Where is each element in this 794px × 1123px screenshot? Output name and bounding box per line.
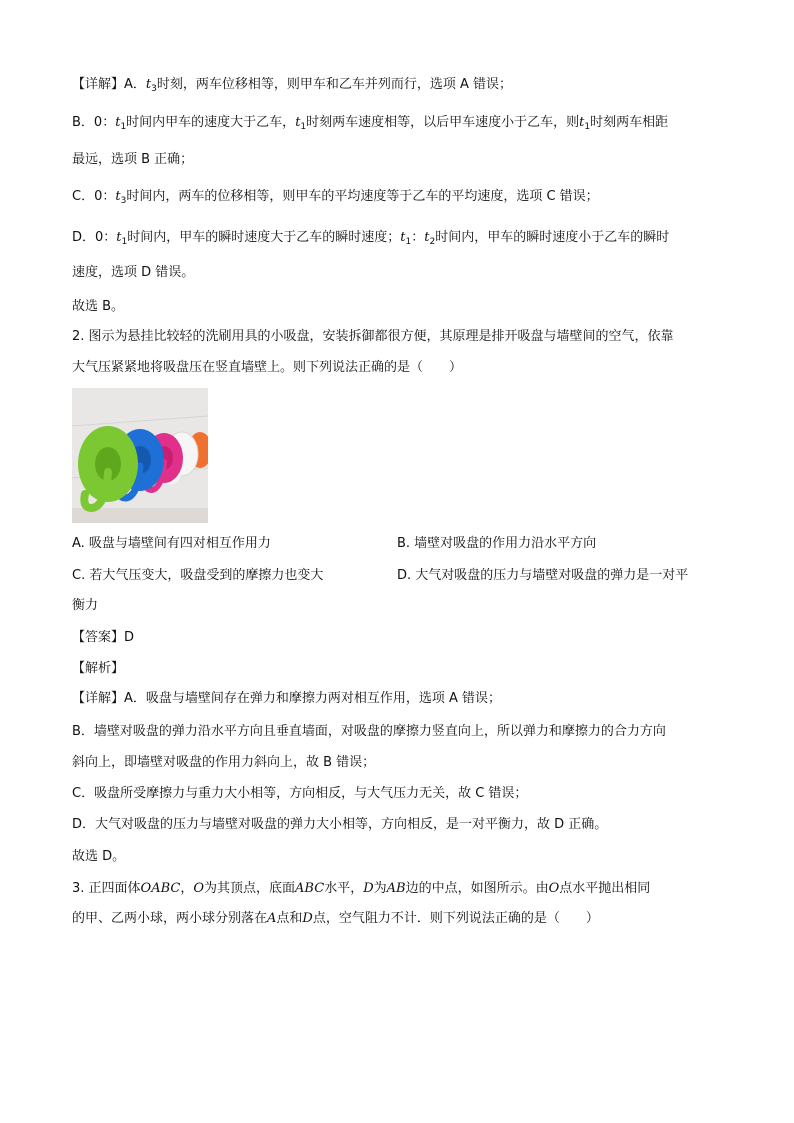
q1-detail-d bbox=[72, 229, 669, 247]
var-t: t bbox=[145, 77, 152, 92]
q3-text: 水平， bbox=[324, 881, 364, 896]
var-t: t bbox=[295, 115, 301, 130]
q1-detail-c bbox=[72, 188, 599, 206]
q3-text: 边的中点，如图所示。由 bbox=[405, 881, 549, 896]
sub-3: 3 bbox=[151, 84, 157, 94]
q2-option-c[interactable]: C. 若大气压变大，吸盘受到的摩擦力也变大 bbox=[72, 568, 324, 583]
q1-detail-a bbox=[72, 76, 512, 94]
q1-a-text: 时刻，两车位移相等，则甲车和乙车并列而行，选项 A 错误； bbox=[156, 77, 513, 92]
var-t: t bbox=[424, 230, 430, 245]
q2-conclusion: 故选 D。 bbox=[72, 849, 126, 864]
suction-hooks-photo bbox=[72, 388, 208, 523]
sub-1: 1 bbox=[405, 237, 412, 247]
q3-text: ， bbox=[180, 881, 194, 896]
var-d: D bbox=[302, 911, 313, 926]
sub-1: 1 bbox=[120, 122, 127, 132]
q1-d-sep: ： bbox=[411, 230, 425, 245]
q1-b-prefix: B．0： bbox=[72, 115, 116, 130]
q2-stem-line2: 大气压紧紧地将吸盘压在竖直墙壁上。则下列说法正确的是（ ） bbox=[72, 360, 463, 375]
var-d: D bbox=[363, 881, 374, 896]
q1-d-text2: 时间内，甲车的瞬时速度小于乙车的瞬时 bbox=[435, 230, 670, 245]
q3-text: 为 bbox=[373, 881, 387, 896]
var-o: O bbox=[548, 881, 560, 896]
var-t: t bbox=[400, 230, 406, 245]
q1-conclusion: 故选 B。 bbox=[72, 299, 125, 314]
q1-detail-d-cont: 速度，选项 D 错误。 bbox=[72, 265, 195, 280]
q1-b-text3: 时刻两车相距 bbox=[590, 115, 669, 130]
var-t: t bbox=[579, 115, 585, 130]
sub-3: 3 bbox=[120, 196, 127, 206]
q1-c-text: 时间内，两车的位移相等，则甲车的平均速度等于乙车的平均速度，选项 C 错误； bbox=[126, 189, 599, 204]
var-oabc: OABC bbox=[140, 881, 181, 896]
q2-detail-b-line1: B．墙壁对吸盘的弹力沿水平方向且垂直墙面，对吸盘的摩擦力竖直向上，所以弹力和摩擦力的合力方向 bbox=[72, 724, 666, 739]
q2-option-b[interactable]: B. 墙壁对吸盘的作用力沿水平方向 bbox=[397, 536, 597, 551]
var-a: A bbox=[267, 911, 277, 926]
var-abc: ABC bbox=[295, 881, 325, 896]
q2-detail-a: 【详解】A．吸盘与墙壁间存在弹力和摩擦力两对相互作用，选项 A 错误； bbox=[72, 691, 502, 706]
q3-text: 点和 bbox=[276, 911, 303, 926]
q3-text: 为其顶点，底面 bbox=[204, 881, 296, 896]
q3-stem-line1 bbox=[72, 880, 650, 898]
sub-1: 1 bbox=[121, 237, 128, 247]
q3-stem-line2 bbox=[72, 910, 599, 928]
q1-detail-b-cont: 最远，选项 B 正确； bbox=[72, 152, 194, 167]
q1-detail-b bbox=[72, 114, 668, 132]
var-t: t bbox=[116, 230, 122, 245]
q1-b-text2: 时刻两车速度相等，以后甲车速度小于乙车，则 bbox=[306, 115, 580, 130]
q2-answer: 【答案】D bbox=[72, 630, 135, 645]
q2-detail-d: D．大气对吸盘的压力与墙壁对吸盘的弹力大小相等，方向相反，是一对平衡力，故 D 正确。 bbox=[72, 817, 608, 832]
var-o: O bbox=[193, 881, 205, 896]
q1-d-prefix: D．0： bbox=[72, 230, 117, 245]
q2-option-a[interactable]: A. 吸盘与墙壁间有四对相互作用力 bbox=[72, 536, 271, 551]
q2-option-d[interactable]: D. 大气对吸盘的压力与墙壁对吸盘的弹力是一对平 bbox=[397, 568, 689, 583]
sub-2: 2 bbox=[429, 237, 436, 247]
sub-1: 1 bbox=[584, 122, 591, 132]
q2-analysis-heading: 【解析】 bbox=[72, 661, 125, 676]
q3-text: 点，空气阻力不计．则下列说法正确的是（ ） bbox=[312, 911, 599, 926]
q2-detail-c: C．吸盘所受摩擦力与重力大小相等，方向相反，与大气压力无关，故 C 错误； bbox=[72, 786, 528, 801]
q2-detail-b-line2: 斜向上，即墙壁对吸盘的作用力斜向上，故 B 错误； bbox=[72, 755, 376, 770]
q2-stem-line1: 2. 图示为悬挂比较轻的洗刷用具的小吸盘，安装拆御都很方便，其原理是排开吸盘与墙壁间的空气，依靠 bbox=[72, 329, 674, 344]
var-t: t bbox=[115, 115, 121, 130]
q1-c-prefix: C．0： bbox=[72, 189, 116, 204]
q3-text: 3. 正四面体 bbox=[72, 881, 141, 896]
q3-text: 的甲、乙两小球，两小球分别落在 bbox=[72, 911, 268, 926]
q2-option-d-cont: 衡力 bbox=[72, 598, 99, 613]
q1-d-text1: 时间内，甲车的瞬时速度大于乙车的瞬时速度； bbox=[127, 230, 401, 245]
sub-1: 1 bbox=[300, 122, 307, 132]
var-t: t bbox=[115, 189, 121, 204]
q3-text: 点水平抛出相同 bbox=[559, 881, 651, 896]
q1-a-prefix: 【详解】A． bbox=[72, 77, 146, 92]
var-ab: AB bbox=[386, 881, 406, 896]
q1-b-text1: 时间内甲车的速度大于乙车， bbox=[126, 115, 296, 130]
